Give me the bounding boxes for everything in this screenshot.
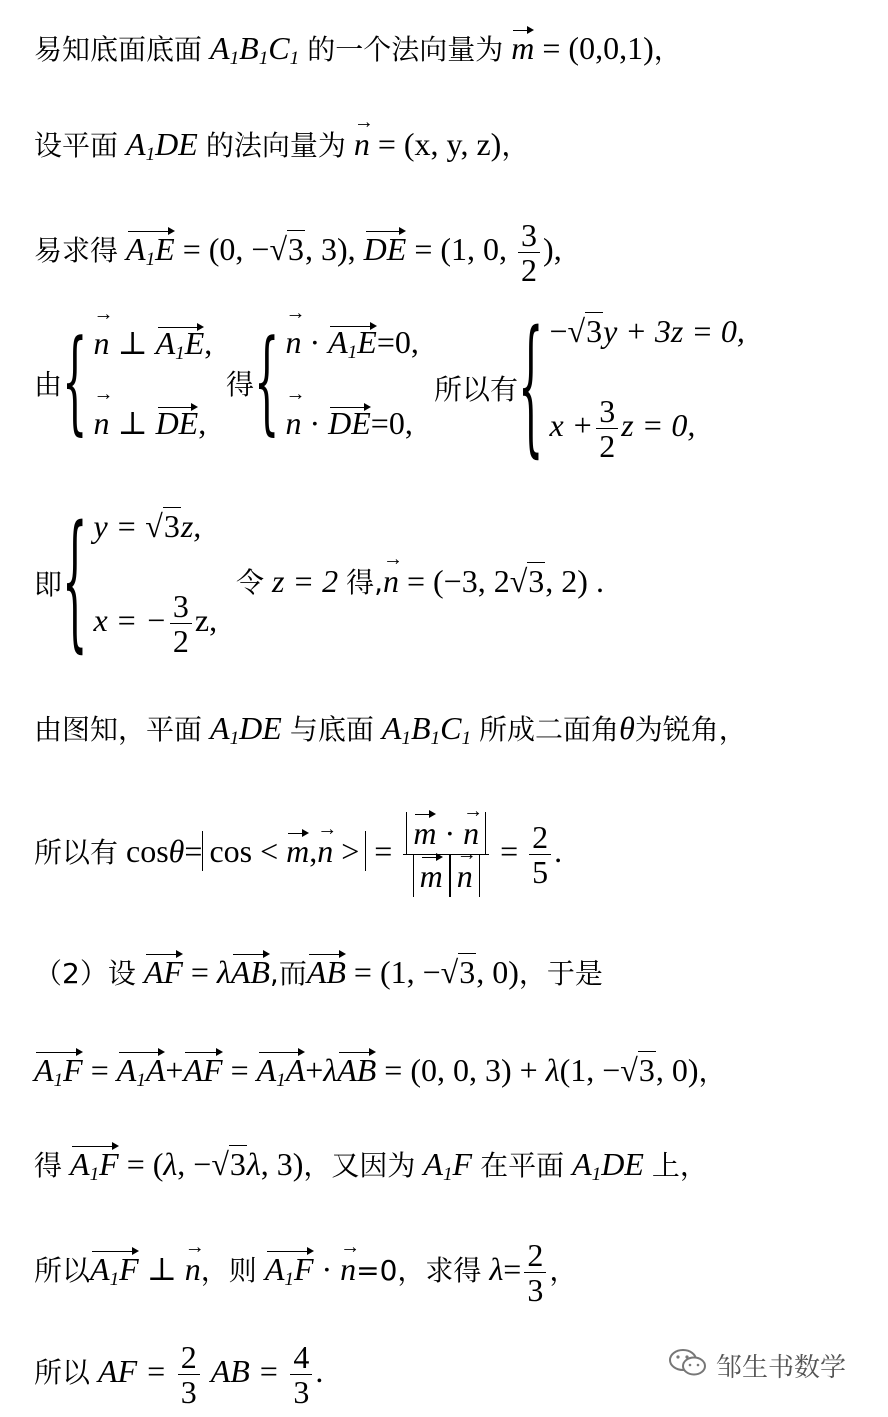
system-coords: 所以有 { −√3y + 3z = 0, x + $\frac{3}{2}$ z = 0, — [434, 302, 745, 474]
vector-m: m — [511, 30, 535, 66]
line-8: （2）设 AF = λAB,而AB = (1, −√3, 0)，于是 — [34, 954, 603, 990]
fraction: $\frac{3}{2}$ — [518, 218, 540, 287]
line-10: 得 $A_1F = (\lambda$, −√3λ, 3)，又因为 $A_1F$ 在平面 $A_1DE$ 上， — [34, 1144, 708, 1195]
vector-n: n → — [354, 124, 370, 164]
system-solution: 即 { y = √3z, x = − $\frac{3}{2}$ z, — [34, 497, 218, 668]
line-1: 易知底面底面 $A_1B_1C_1$ 的一个法向量为 m = (0,0,1)， — [34, 30, 682, 69]
line-9: $A_1F = A_1A+AF = A_1A+\lambda AB = (0$, 0, 3) + λ(1, −√3, 0)， — [34, 1050, 727, 1101]
system-dot: 得 { n → · $A_1E=0$, n → · DE=0, — [226, 322, 419, 444]
line-7-cos: 所以有 cosθ= cos < m,n → > = $\frac{m \cdot n \to}{\text{m n}}$ → = $\frac{2}{5}$ . — [34, 806, 562, 898]
wechat-icon — [668, 1347, 708, 1384]
line-6: 由图知，平面 $A_1DE$ 与底面 $A_1B_1C_1$ 所成二面角θ为锐角， — [34, 710, 747, 749]
line-12: 所以 AF = $\frac{2}{3}$ AB = $\frac{4}{3}$ . — [34, 1339, 324, 1410]
watermark — [668, 1347, 846, 1384]
line-2: 设平面 $A_1DE$ 的法向量为 n → = (x, y, z)， — [34, 124, 529, 175]
line-3: 易求得 $A_1E = (0$, −√3, 3), DE = (1, 0, $\frac{3}{2}$ ), — [34, 217, 562, 288]
system-perp: 由 { n → ⊥ $A_1E$, n → ⊥ DE, — [34, 322, 212, 444]
line-11: 所以$A_1F$ ⊥ n →，则 $A_1F \cdot n \to=0$，求得 λ= $\frac{2}{3}$ ， — [34, 1238, 577, 1307]
watermark-text: 邹生书数学 — [716, 1353, 847, 1383]
line-5-result: 令 z = 2 得,n → = (−3, 2√3, 2) . — [236, 561, 604, 603]
